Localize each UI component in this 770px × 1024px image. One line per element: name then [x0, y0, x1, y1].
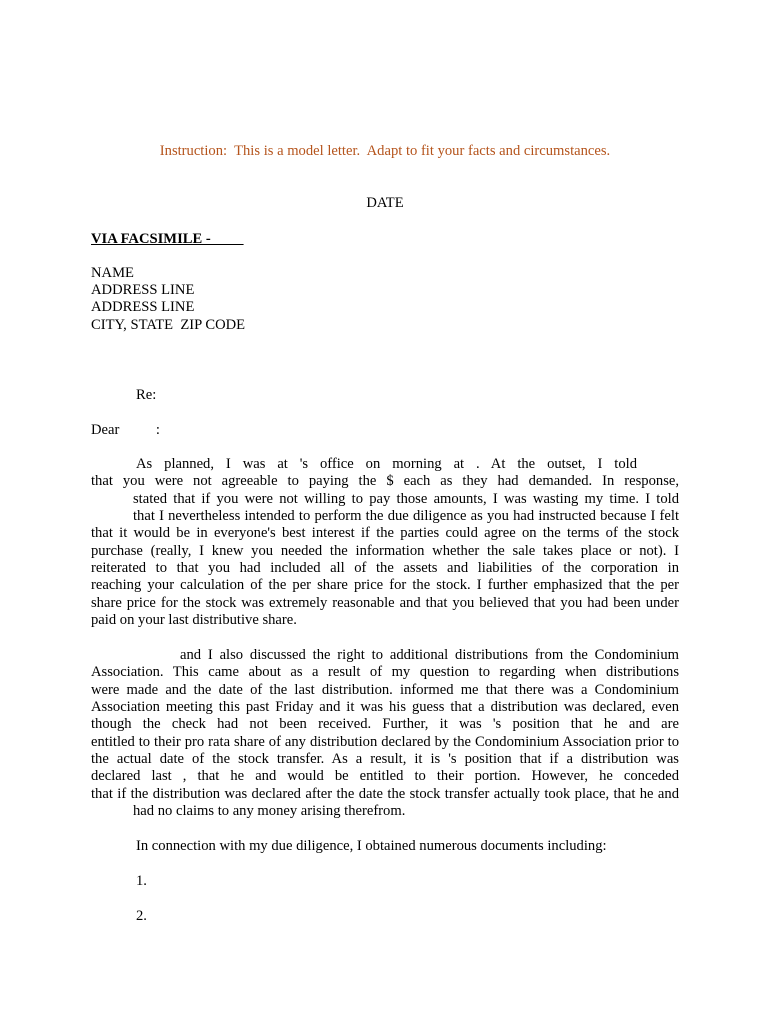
paragraph-line: that it would be in everyone's best interest if the parties could agree on the terms of the stock — [91, 525, 679, 541]
address-line-2: ADDRESS LINE — [91, 299, 195, 315]
paragraph-line: purchase (really, I knew you needed the information whether the sale takes place or not). I — [91, 543, 679, 559]
paragraph-line: As planned, I was at 's office on morning at . At the outset, I told — [136, 456, 637, 472]
paragraph-line: were made and the date of the last distribution. informed me that there was a Condominium — [91, 682, 679, 698]
paragraph-line: entitled to their pro rata share of any distribution declared by the Condominium Association prior to — [91, 734, 679, 750]
re-line: Re: — [136, 387, 157, 403]
paragraph-line: share price for the stock was extremely reasonable and that you believed that you had been under — [91, 595, 679, 611]
paragraph-line: Association meeting this past Friday and it was his guess that a distribution was declared, even — [91, 699, 679, 715]
letter-date: DATE — [366, 195, 404, 211]
paragraph-line: the actual date of the stock transfer. As a result, it is 's position that if a distribution was — [91, 751, 679, 767]
paragraph-line: stated that if you were not willing to pay those amounts, I was wasting my time. I told — [133, 491, 679, 507]
recipient-name: NAME — [91, 265, 134, 281]
paragraph-line: that you were not agreeable to paying the $ each as they had demanded. In response, — [91, 473, 679, 489]
paragraph-3: In connection with my due diligence, I obtained numerous documents including: — [136, 838, 607, 854]
paragraph-line: reaching your calculation of the per share price for the stock. I further emphasized that the per — [91, 577, 679, 593]
address-line-1: ADDRESS LINE — [91, 282, 195, 298]
paragraph-line: reiterated to that you had included all of the assets and liabilities of the corporation in — [91, 560, 679, 576]
city-state-zip: CITY, STATE ZIP CODE — [91, 317, 246, 333]
paragraph-line: paid on your last distributive share. — [91, 612, 297, 628]
list-item: 1. — [136, 873, 147, 889]
paragraph-line: and I also discussed the right to additional distributions from the Condominium — [180, 647, 679, 663]
paragraph-line: that if the distribution was declared after the date the stock transfer actually took place, that he and — [91, 786, 679, 802]
paragraph-line: that I nevertheless intended to perform the due diligence as you had instructed because I felt — [133, 508, 679, 524]
via-facsimile-heading: VIA FACSIMILE - — [91, 231, 244, 247]
paragraph-line: had no claims to any money arising therefrom. — [133, 803, 406, 819]
paragraph-line: declared last , that he and would be entitled to their portion. However, he conceded — [91, 768, 679, 784]
salutation: Dear : — [91, 422, 160, 438]
paragraph-line: though the check had not been received. Further, it was 's position that he and are — [91, 716, 679, 732]
paragraph-line: Association. This came about as a result of my question to regarding when distributions — [91, 664, 679, 680]
list-item: 2. — [136, 908, 147, 924]
instruction-note: Instruction: This is a model letter. Adapt to fit your facts and circumstances. — [159, 143, 611, 159]
